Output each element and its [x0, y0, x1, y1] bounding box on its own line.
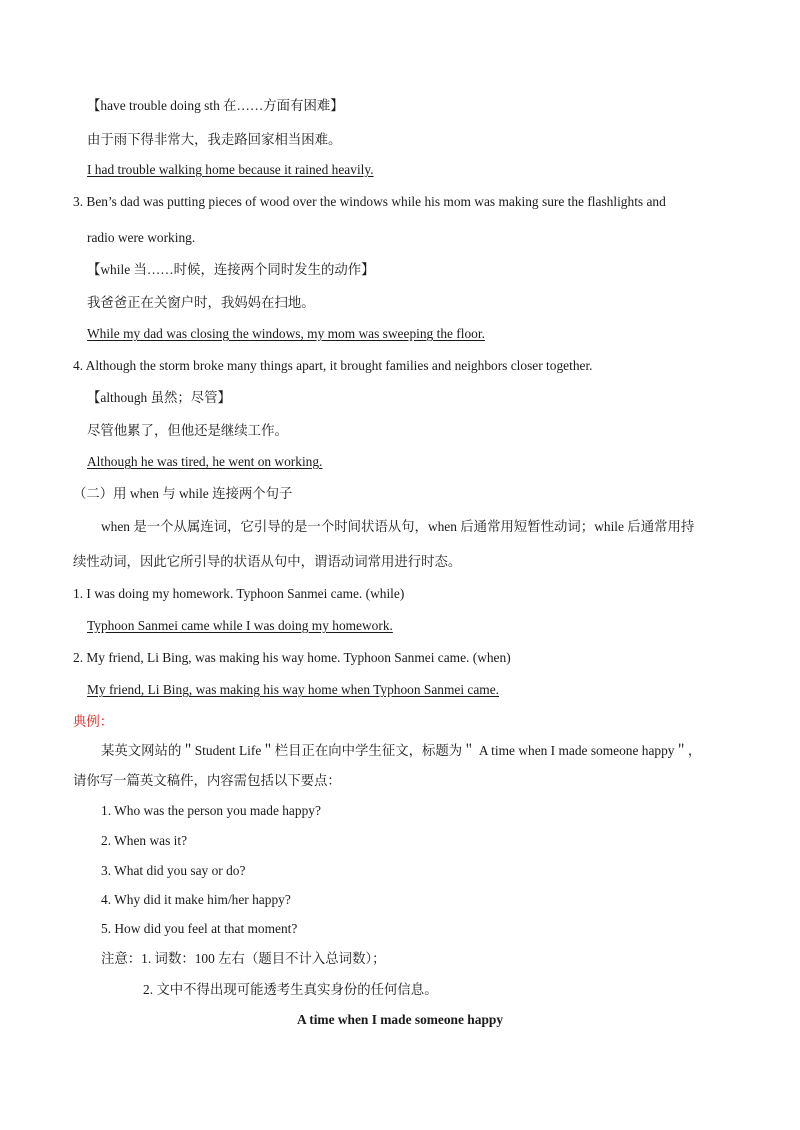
item4-note: 【although 虽然；尽管】 [87, 390, 231, 405]
example-note-1: 注意：1. 词数：100 左右（题目不计入总词数）； [101, 951, 386, 966]
example-intro-line1: 某英文网站的＂Student Life＂栏目正在向中学生征文，标题为＂ A time when I made someone happy＂， [101, 743, 702, 758]
example-intro-line2: 请你写一篇英文稿件，内容需包括以下要点： [73, 773, 341, 788]
item3-line2: radio were working. [87, 230, 196, 245]
part2-heading: （二）用 when 与 while 连接两个句子 [73, 486, 293, 501]
example-point: 4. Why did it make him/her happy? [101, 892, 291, 907]
exercise2-answer: My friend, Li Bing, was making his way home when Typhoon Sanmei came. [87, 682, 499, 697]
example-point: 3. What did you say or do? [101, 863, 246, 878]
trouble-note: 【have trouble doing sth 在……方面有困难】 [87, 98, 344, 113]
item3-line1: 3. Ben’s dad was putting pieces of wood over the windows while his mom was making sure the flashlights and [73, 194, 666, 209]
part2-explain-line2: 续性动词，因此它所引导的状语从句中，谓语动词常用进行时态。 [73, 554, 462, 569]
example-point: 1. Who was the person you made happy? [101, 803, 321, 818]
example-point: 5. How did you feel at that moment? [101, 921, 298, 936]
trouble-chinese: 由于雨下得非常大，我走路回家相当困难。 [87, 132, 342, 147]
part2-explain-line1: when 是一个从属连词，它引导的是一个时间状语从句，when 后通常用短暂性动词；while 后通常用持 [101, 519, 695, 534]
example-point: 2. When was it? [101, 833, 188, 848]
exercise1-answer: Typhoon Sanmei came while I was doing my homework. [87, 618, 393, 633]
item3-note: 【while 当……时候，连接两个同时发生的动作】 [87, 262, 375, 277]
item4-line1: 4. Although the storm broke many things apart, it brought families and neighbors closer together. [73, 358, 593, 373]
item4-chinese: 尽管他累了，但他还是继续工作。 [87, 423, 288, 438]
exercise2-question: 2. My friend, Li Bing, was making his way home. Typhoon Sanmei came. (when) [73, 650, 511, 665]
exercise1-question: 1. I was doing my homework. Typhoon Sanmei came. (while) [73, 586, 405, 601]
example-label: 典例： [73, 714, 114, 729]
trouble-english: I had trouble walking home because it rained heavily. [87, 162, 374, 177]
essay-title: A time when I made someone happy [296, 1012, 504, 1027]
item3-english: While my dad was closing the windows, my mom was sweeping the floor. [87, 326, 485, 341]
example-note-2: 2. 文中不得出现可能透考生真实身份的任何信息。 [143, 982, 438, 997]
item3-chinese: 我爸爸正在关窗户时，我妈妈在扫地。 [87, 295, 315, 310]
item4-english: Although he was tired, he went on working. [87, 454, 323, 469]
